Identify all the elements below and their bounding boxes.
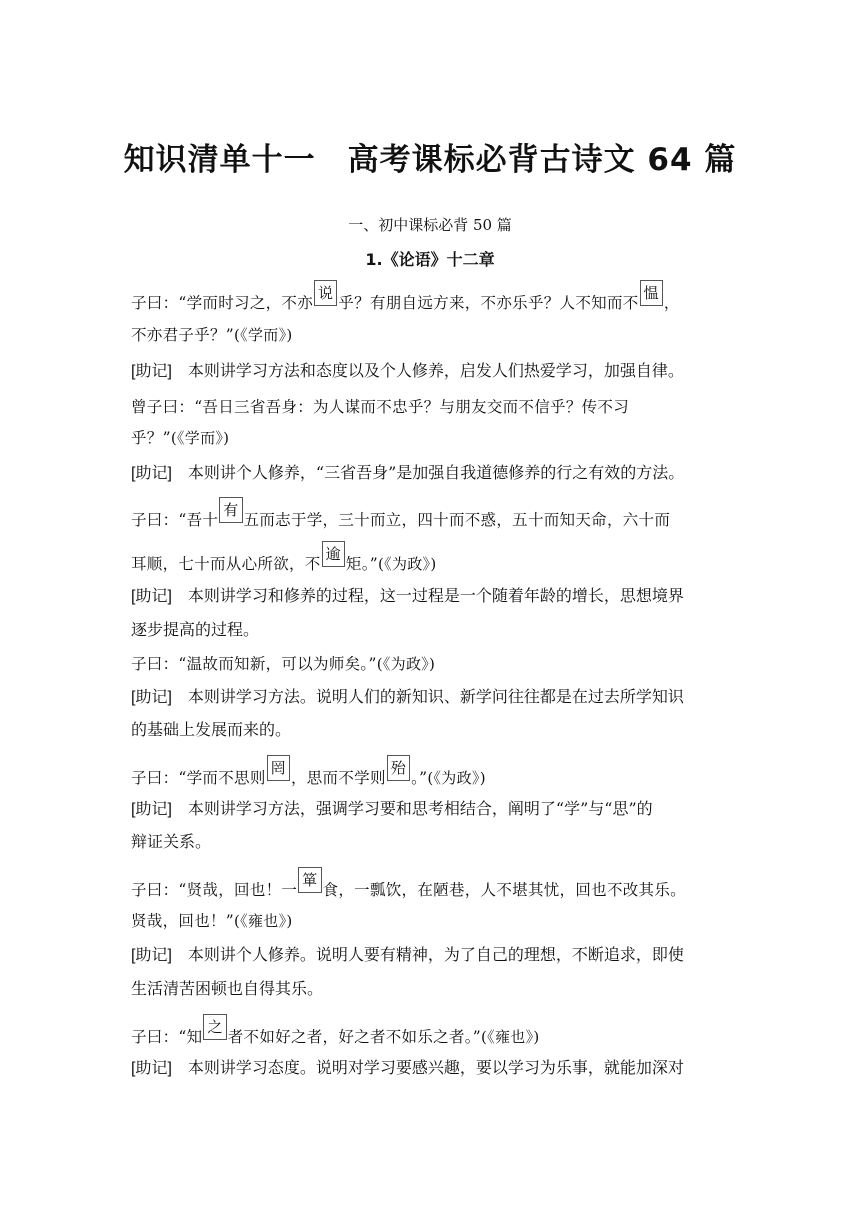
quote-line [131,871,741,903]
quote-text: 食，一瓢饮，在陋巷，人不堪其忧，回也不改其乐。 [322,881,686,899]
mnemonic-tag: [助记] [131,801,172,818]
note-text: 本则讲个人修养，“三省吾身”是加强自我道德修养的行之有效的方法。 [187,463,685,482]
page-title: 知识清单十一 高考课标必背古诗文 64 篇 [123,142,737,178]
quote-line [131,501,741,533]
keyword-box: 愠 [640,280,663,306]
note-text: 本则讲学习态度。说明对学习要感兴趣，要以学习为乐事，就能加深对 [187,1058,684,1077]
keyword-box: 箪 [298,867,321,893]
keyword-box: 殆 [387,755,410,781]
quote-line [131,284,741,316]
quote-text: 子曰：“知 [131,1028,203,1046]
quote-text: 。” [411,769,428,787]
section-heading: 一、初中课标必背 50 篇 [348,216,512,234]
quote-text: 曾子曰：“吾日三省吾身：为人谋而不忠乎？与朋友交而不信乎？传不习 [131,398,630,416]
source-ref: (《为政》) [376,655,436,673]
quote-line [131,396,741,418]
quote-line [131,1018,741,1050]
mnemonic-note [131,360,741,383]
note-text: 本则讲学习方法。说明人们的新知识、新学问往往都是在过去所学知识 [187,687,684,706]
mnemonic-note [131,1057,741,1080]
source-ref: (《为政》) [427,769,486,787]
note-continuation: 逐步提高的过程。 [131,620,260,639]
quote-text: 乎？” [131,429,171,447]
quote-text: 耳顺，七十而从心所欲，不 [131,555,321,573]
note-continuation: 生活清苦困顿也自得其乐。 [131,979,324,998]
mnemonic-tag: [助记] [131,588,172,605]
quote-text: ， [663,294,680,312]
quote-line [131,653,741,675]
quote-text: 不亦君子乎？” [131,326,235,344]
chapter-heading [0,247,860,270]
quote-text: 者不如好之者，好之者不如乐之者。” [227,1028,482,1046]
quote-text: 五而志于学，三十而立，四十而不惑，五十而知天命，六十而 [243,511,671,529]
note-continuation: 辩证关系。 [131,832,212,851]
quote-text: 乎？有朋自远方来，不亦乐乎？人不知而不 [338,294,639,312]
mnemonic-note [131,585,741,608]
mnemonic-tag: [助记] [131,363,172,380]
keyword-box: 说 [314,280,337,306]
mnemonic-tag: [助记] [131,947,172,964]
quote-text: 子曰：“吾十 [131,511,219,529]
mnemonic-tag: [助记] [131,689,172,706]
chapter-title: 1.《论语》十二章 [365,250,495,269]
note-text: 本则讲学习方法和态度以及个人修养，启发人们热爱学习，加强自律。 [187,361,684,380]
note-text: 本则讲学习方法，强调学习要和思考相结合，阐明了“学”与“思”的 [187,799,653,818]
keyword-box: 有 [219,497,242,523]
quote-text: 子曰：“学而时习之，不亦 [131,294,314,312]
mnemonic-note [131,798,741,821]
source-ref: (《学而》) [234,326,293,344]
mnemonic-note [131,944,741,967]
note-continuation: 的基础上发展而来的。 [131,720,292,739]
source-ref: (《学而》) [170,429,230,447]
mnemonic-tag: [助记] [131,465,172,482]
quote-line [131,545,741,577]
source-ref: (《雍也》) [481,1028,540,1046]
note-text: 本则讲个人修养。说明人要有精神，为了自己的理想，不断追求，即使 [187,945,684,964]
source-ref: (《为政》) [378,555,437,573]
quote-text: 贤哉，回也！” [131,912,235,930]
keyword-box: 罔 [267,755,290,781]
mnemonic-note [131,686,741,709]
quote-text: ，思而不学则 [290,769,386,787]
keyword-box: 逾 [322,541,345,567]
keyword-box: 之 [203,1014,226,1040]
mnemonic-tag: [助记] [131,1060,172,1077]
source-ref: (《雍也》) [234,912,293,930]
quote-line [131,910,741,932]
quote-line [131,427,741,449]
quote-text: 子曰：“学而不思则 [131,769,266,787]
quote-line [131,324,741,346]
mnemonic-note [131,462,741,485]
quote-text: 子曰：“温故而知新，可以为师矣。” [131,655,377,673]
quote-text: 子曰：“贤哉，回也！一 [131,881,298,899]
quote-line [131,759,741,791]
note-text: 本则讲学习和修养的过程，这一过程是一个随着年龄的增长，思想境界 [187,586,684,605]
quote-text: 矩。” [345,555,378,573]
